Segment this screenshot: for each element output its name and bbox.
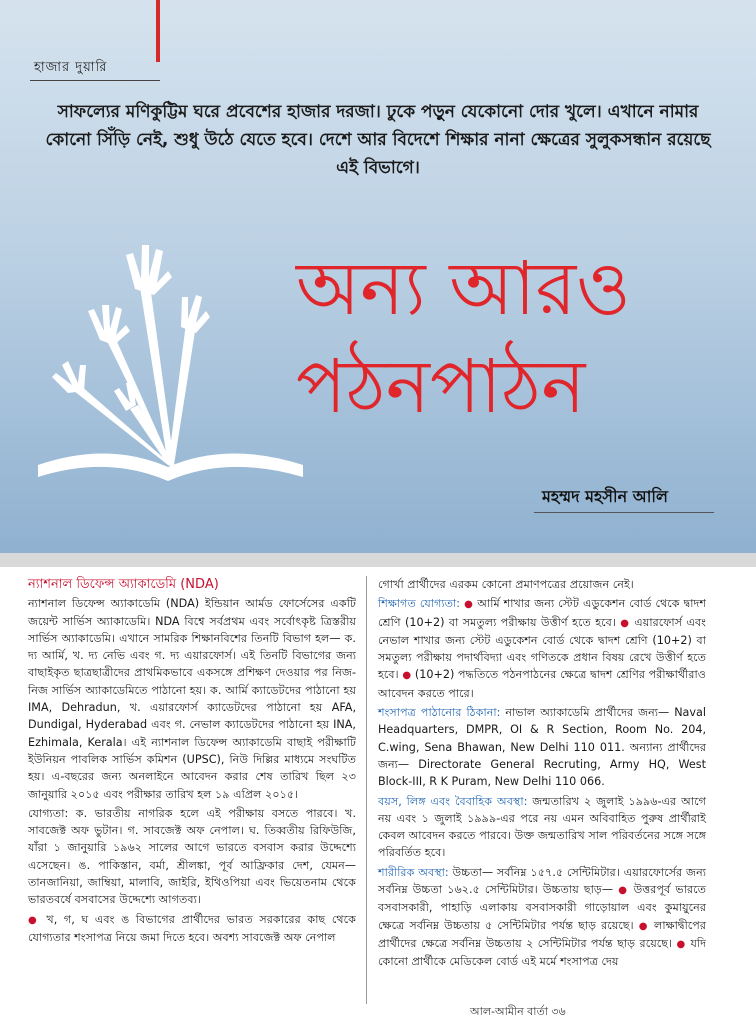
gorkha-note: গোর্খা প্রার্থীদের এরকম কোনো প্রমাণপত্রের প্রয়োজন নেই। — [378, 578, 634, 591]
hands-book-illustration — [18, 215, 318, 505]
address-text: নাভাল অ্যাকাডেমি প্রার্থীদের জন্য— Naval Headquarters, DMPR, OI & R Section, Room No. 204, C.wing, Sena Bhawan, New Delhi 110 011. অন্যান্য প্রার্থীদের জন্য— Directorate General Recruting, Army HQ, West Block-III, R K Puram, New Delhi 110 066. — [378, 706, 706, 789]
eligibility-paragraph: যোগ্যতা: ক. ভারতীয় নাগরিক হলে এই পরীক্ষায় বসতে পারবে। খ. সাবজেক্ট অফ ভুটান। গ. সাবজেক্ট অফ নেপাল। ঘ. তিব্বতীয় রিফিউজি, যাঁরা ১ জানুয়ারি ১৯৬২ সালের আগে ভারতে বসবাস করার উদ্দেশ্যে এসেছেন। ঙ. পাকিস্তান, বর্মা, শ্রীলঙ্কা, পূর্ব আফ্রিকার দেশ, যেমন— তানজানিয়া, জাম্বিয়া, মালাবি, জাইরি, ইথিওপিয়া এবং ভিয়েতনাম থেকে ভারতবর্ষে বসবাসের উদ্দেশ্যে আগতব্য। — [28, 806, 356, 907]
intro-text: সাফল্যের মণিকুট্টিম ঘরে প্রবেশের হাজার দরজা। ঢুকে পড়ুন যেকোনো দোর খুলে। এখানে নামার কোনো সিঁড়ি নেই, শুধু উঠে যেতে হবে। দেশে আর বিদেশে শিক্ষার নানা ক্ষেত্রের সুলুকসন্ধান রয়েছে এই বিভাগে। — [45, 102, 711, 178]
physical-text-4: যদি কোনো প্রার্থীকে মেডিকেল বোর্ড এই মর্মে শংসাপত্র দেয় — [378, 936, 706, 969]
main-title — [296, 240, 736, 436]
bullet-icon: ● — [620, 617, 630, 629]
column-divider — [366, 576, 367, 1004]
physical-text-2: উত্তরপূর্ব ভারতে বসবাসকারী, পাহাড়ি এলাকায় বসবাসকারী গাড়োয়াল এবং কুমায়ুনের ক্ষেত্রে সর্বনিম্ন উচ্চতায় ৫ সেন্টিমিটার পর্যন্ত ছাড় রয়েছে। — [378, 883, 707, 932]
bullet-icon: ● — [638, 920, 649, 932]
section-rule — [30, 80, 160, 81]
right-column — [378, 576, 706, 973]
physical-text-1: উচ্চতা— সর্বনিম্ন ১৫৭.৫ সেন্টিমিটার। এয়ারফোর্সের জন্য সর্বনিম্ন উচ্চতা ১৬২.৫ সেন্টিমিটার। উচ্চতায় ছাড়— — [378, 865, 706, 897]
education-paragraph — [378, 595, 706, 702]
age-label: বয়স, লিঙ্গ এবং বৈবাহিক অবস্থা: — [378, 794, 528, 808]
bullet-icon: ● — [402, 670, 412, 682]
bullet-icon: ● — [28, 914, 40, 926]
page-footer: আল-আমীন বার্তা ৩৬ — [470, 1005, 566, 1018]
author-rule — [534, 512, 714, 513]
title-line-2: পঠনপাঠন — [296, 344, 586, 430]
bullet-icon: ● — [464, 599, 474, 611]
bullet-icon: ● — [676, 938, 687, 950]
certificate-paragraph — [28, 911, 356, 947]
section-tag: হাজার দুয়ারি — [34, 60, 108, 75]
left-column — [28, 576, 356, 948]
education-label: শিক্ষাগত যোগ্যতা: — [378, 597, 461, 611]
education-text-2: এয়ারফোর্স এবং নেভাল শাখার জন্য স্টেট এডুকেশন বোর্ড থেকে দ্বাদশ শ্রেণি (10+2) বা সমতুল্য পরীক্ষায় পদার্থবিদ্যা এবং গণিতকে প্রধান বিষয় রেখে উত্তীর্ণ হতে হবে। — [378, 615, 706, 682]
author-name: মহম্মদ মহসীন আলি — [542, 487, 668, 506]
title-line-1: অন্য আরও — [296, 246, 631, 332]
certificate-text: খ, গ, ঘ এবং ঙ বিভাগের প্রার্থীদের ভারত সরকারের কাছ থেকে যোগ্যতার শংসাপত্র নিয়ে জমা দিতে হবে। অবশ্য সাবজেক্ট অফ নেপাল — [28, 912, 356, 944]
education-text-1: আর্মি শাখার জন্য স্টেট এডুকেশন বোর্ড থেকে দ্বাদশ শ্রেণি (10+2) বা সমতুল্য পরীক্ষায় উত্তীর্ণ হতে হবে। — [378, 597, 707, 629]
physical-paragraph — [378, 864, 706, 971]
physical-text-3: লাক্ষাদ্বীপের প্রার্থীদের ক্ষেত্রে সর্বনিম্ন উচ্চতায় ২ সেন্টিমিটার পর্যন্ত ছাড় রয়েছে। — [378, 918, 707, 950]
nda-intro-paragraph: ন্যাশনাল ডিফেন্স অ্যাকাডেমি (NDA) ইন্ডিয়ান আর্মড ফোর্সেসের একটি জয়েন্ট সার্ভিস অ্যাকাডেমি। NDA বিশ্বে সর্বপ্রথম এবং সর্বোৎকৃষ্ট ত্রিস্তরীয় সার্ভিস অ্যাকাডেমি। এখানে সামরিক শিক্ষানবিশের তিনটি বিভাগ হল— ক. দ্য আর্মি, খ. দ্য নেভি এবং গ. দ্য এয়ারফোর্স। এই তিনটি বিভাগের জন্য বাছাইকৃত ছাত্রছাত্রীদের প্রাথমিকভাবে একসঙ্গে প্রশিক্ষণ দেওয়ার পর নিজ-নিজ সার্ভিস অ্যাকাডেমিতে পাঠানো হয়। ক. আর্মি ক্যাডেটদের পাঠানো হয় IMA, Dehradun, খ. এয়ারফোর্স ক্যাডেটদের পাঠানো হয় AFA, Dundigal, Hyderabad এবং গ. নেভাল ক্যাডেটদের পাঠানো হয় INA, Ezhimala, Kerala। এই ন্যাশনাল ডিফেন্স অ্যাকাডেমি বাছাই পরীক্ষাটি ইউনিয়ন পাবলিক সার্ভিস কমিশন (UPSC), নিউ দিল্লির মাধ্যমে সংঘটিত হয়। এ-বছরের জন্য অনলাইনে আবেদন করার শেষ তারিখ ছিল ২৩ জানুয়ারি ২০১৫ এবং পরীক্ষার তারিখ হল ১৯ এপ্রিল ২০১৫। — [28, 597, 356, 801]
address-paragraph — [378, 704, 706, 790]
age-paragraph — [378, 793, 706, 862]
banner-bottom-band — [0, 553, 756, 567]
age-text: জন্মতারিখ ২ জুলাই ১৯৯৬-এর আগে নয় এবং ১ জুলাই ১৯৯৯-এর পরে নয় এমন অবিবাহিত পুরুষ প্রার্থীরাই কেবল আবেদন করতে পারবে। উক্ত জন্মতারিখ সাল পরিবর্তনের সঙ্গে সঙ্গে পরিবর্তিত হবে। — [378, 794, 706, 860]
physical-label: শারীরিক অবস্থা: — [378, 865, 449, 879]
bullet-icon: ● — [618, 885, 629, 897]
top-accent-bar — [156, 0, 160, 62]
nda-heading: ন্যাশনাল ডিফেন্স অ্যাকাডেমি (NDA) — [28, 577, 219, 592]
address-label: শংসাপত্র পাঠানোর ঠিকানা: — [378, 706, 501, 720]
education-text-3: (10+2) পদ্ধতিতে পঠনপাঠনের ক্ষেত্রে দ্বাদশ শ্রেণির পরীক্ষার্থীরাও আবেদন করতে পারে। — [378, 668, 707, 700]
